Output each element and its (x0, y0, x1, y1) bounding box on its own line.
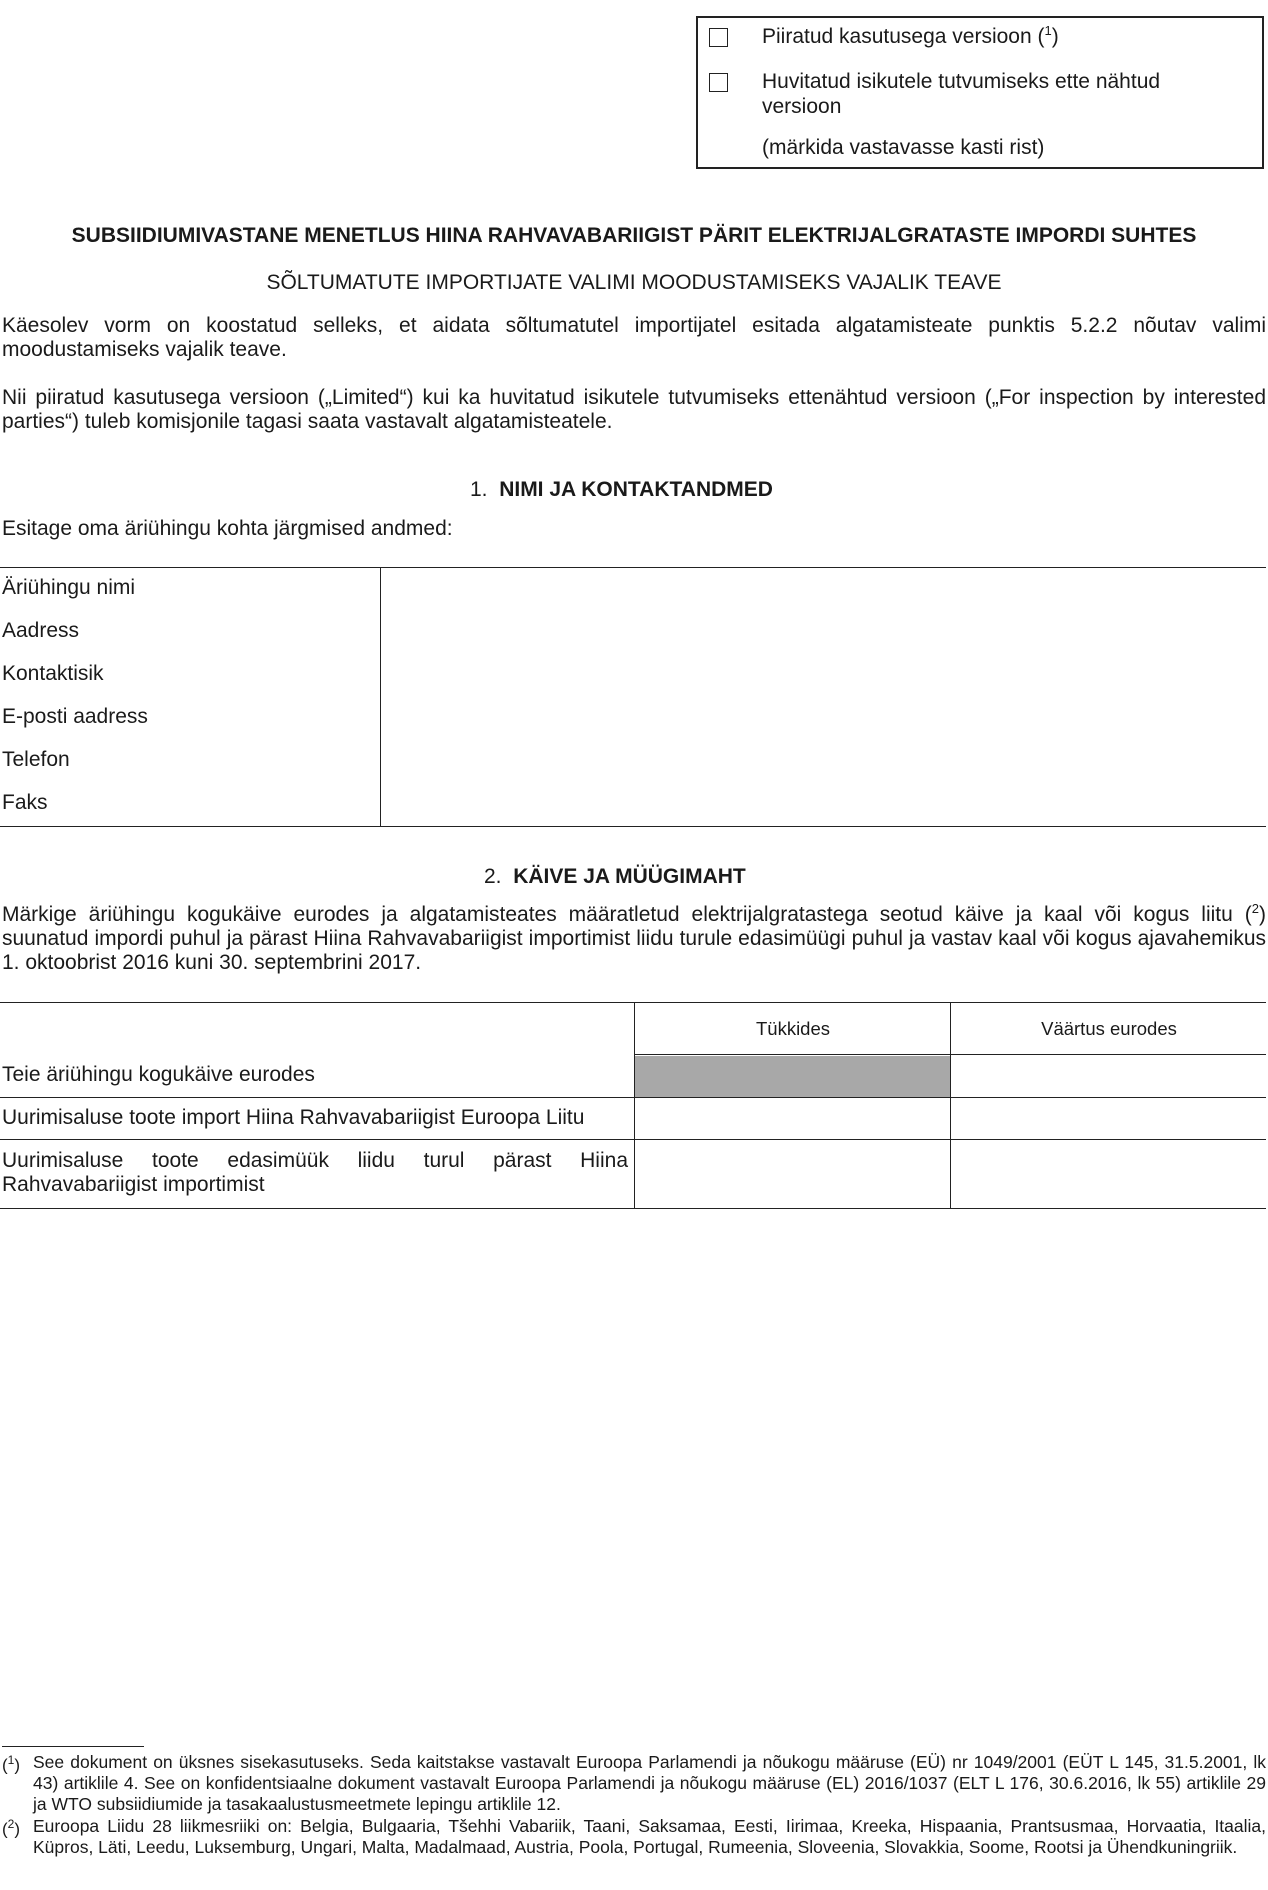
version-selection-box (696, 16, 1264, 169)
inspection-version-label: Huvitatud isikutele tutvumiseks ette nähtud versioon (762, 70, 1161, 118)
column-header-units: Tükkides (755, 1018, 831, 1039)
address-field[interactable] (382, 611, 1266, 653)
section-2-heading: 2. KÄIVE JA MÜÜGIMAHT (484, 865, 746, 888)
intro-paragraph-1: Käesolev vorm on koostatud selleks, et aidata sõltumatutel importijatel esitada algatamisteate punktis 5.2.2 nõutav valimi moodustamiseks vajalik teave. (2, 314, 1266, 361)
page-title: SUBSIIDIUMIVASTANE MENETLUS HIINA RAHVAVABARIIGIST PÄRIT ELEKTRIJALGRATASTE IMPORDI SUHTES (71, 224, 1197, 247)
address-label: Aadress (2, 619, 80, 642)
company-name-field[interactable] (382, 568, 1266, 610)
import-label: Uurimisaluse toote import Hiina Rahvavabariigist Euroopa Liitu (2, 1106, 585, 1129)
version-instruction: (märkida vastavasse kasti rist) (762, 136, 1045, 159)
phone-label: Telefon (2, 748, 70, 771)
footnote-2-mark: 2 (7, 1817, 15, 1831)
import-units-field[interactable] (636, 1099, 949, 1139)
footnote-1-text: See dokument on üksnes sisekasutuseks. Seda kaitstakse vastavalt Euroopa Parlamendi ja nõukogu määruse (EÜ) nr 1049/2001 (EÜT L 145, 31.5.2001, lk 43) artiklile 4. See on konfidentsiaalne dokument vastavalt Euroopa Parlamendi ja nõukogu määruse (EL) 2016/1037 (ELT L 176, 30.6.2016, lk 55) artiklile 29 ja WTO subsiidiumide ja tasakaalustusmeetmete lepingu artiklile 12. (33, 1752, 1266, 1814)
limited-version-label: Piiratud kasutusega versioon ($^1$) (762, 23, 1059, 48)
phone-field[interactable] (382, 740, 1266, 782)
total-turnover-value-field[interactable] (952, 1056, 1266, 1097)
resale-label: Uurimisaluse toote edasimüük liidu turul pärast Hiina Rahvavabariigist importimist (2, 1149, 628, 1196)
resale-value-field[interactable] (952, 1141, 1266, 1208)
contact-person-field[interactable] (382, 654, 1266, 696)
contact-person-label: Kontaktisik (2, 662, 104, 685)
column-header-value: Väärtus eurodes (1041, 1018, 1177, 1039)
intro-paragraph-2: Nii piiratud kasutusega versioon („Limited“) kui ka huvitatud isikutele tutvumiseks ettenähtud versioon („For inspection by interested parties“) tuleb komisjonile tagasi saata vastavalt algatamisteatele. (2, 386, 1266, 433)
total-turnover-units-cell (635, 1056, 950, 1097)
email-field[interactable] (382, 697, 1266, 739)
section-1-instruction: Esitage oma äriühingu kohta järgmised andmed: (2, 517, 453, 540)
footnote-divider (2, 1746, 144, 1747)
footnote-1-mark: 1 (7, 1753, 15, 1767)
section-2-text: Märkige äriühingu kogukäive eurodes ja algatamisteates määratletud elektrijalgratastega seotud käive ja kaal või kogus liitu ($^2$) suunatud impordi puhul ja pärast Hiina Rahvavabariigist importimist liidu turule edasimüügi puhul ja vastav kaal või kogus ajavahemikus 1. oktoobrist 2016 kuni 30. septembrini 2017. (2, 901, 1266, 974)
email-label: E-posti aadress (2, 705, 148, 728)
page-subtitle: SÕLTUMATUTE IMPORTIJATE VALIMI MOODUSTAMISEKS VAJALIK TEAVE (266, 271, 1002, 294)
resale-units-field[interactable] (636, 1141, 949, 1208)
import-value-field[interactable] (952, 1099, 1266, 1139)
fax-label: Faks (2, 791, 48, 814)
fax-field[interactable] (382, 783, 1266, 825)
limited-version-checkbox[interactable] (709, 28, 728, 47)
company-name-label: Äriühingu nimi (2, 576, 136, 599)
inspection-version-checkbox[interactable] (709, 73, 728, 92)
total-turnover-label: Teie äriühingu kogukäive eurodes (2, 1063, 315, 1086)
footnote-2-text: Euroopa Liidu 28 liikmesriiki on: Belgia, Bulgaaria, Tšehhi Vabariik, Taani, Saksamaa, Eesti, Iirimaa, Kreeka, Hispaania, Prantsusmaa, Horvaatia, Itaalia, Küpros, Läti, Leedu, Luksemburg, Ungari, Malta, Madalmaad, Austria, Poola, Portugal, Rumeenia, Sloveenia, Slovakkia, Soome, Rootsi ja Ühendkuningriik. (33, 1816, 1266, 1857)
section-1-heading: 1. NIMI JA KONTAKTANDMED (470, 478, 773, 501)
